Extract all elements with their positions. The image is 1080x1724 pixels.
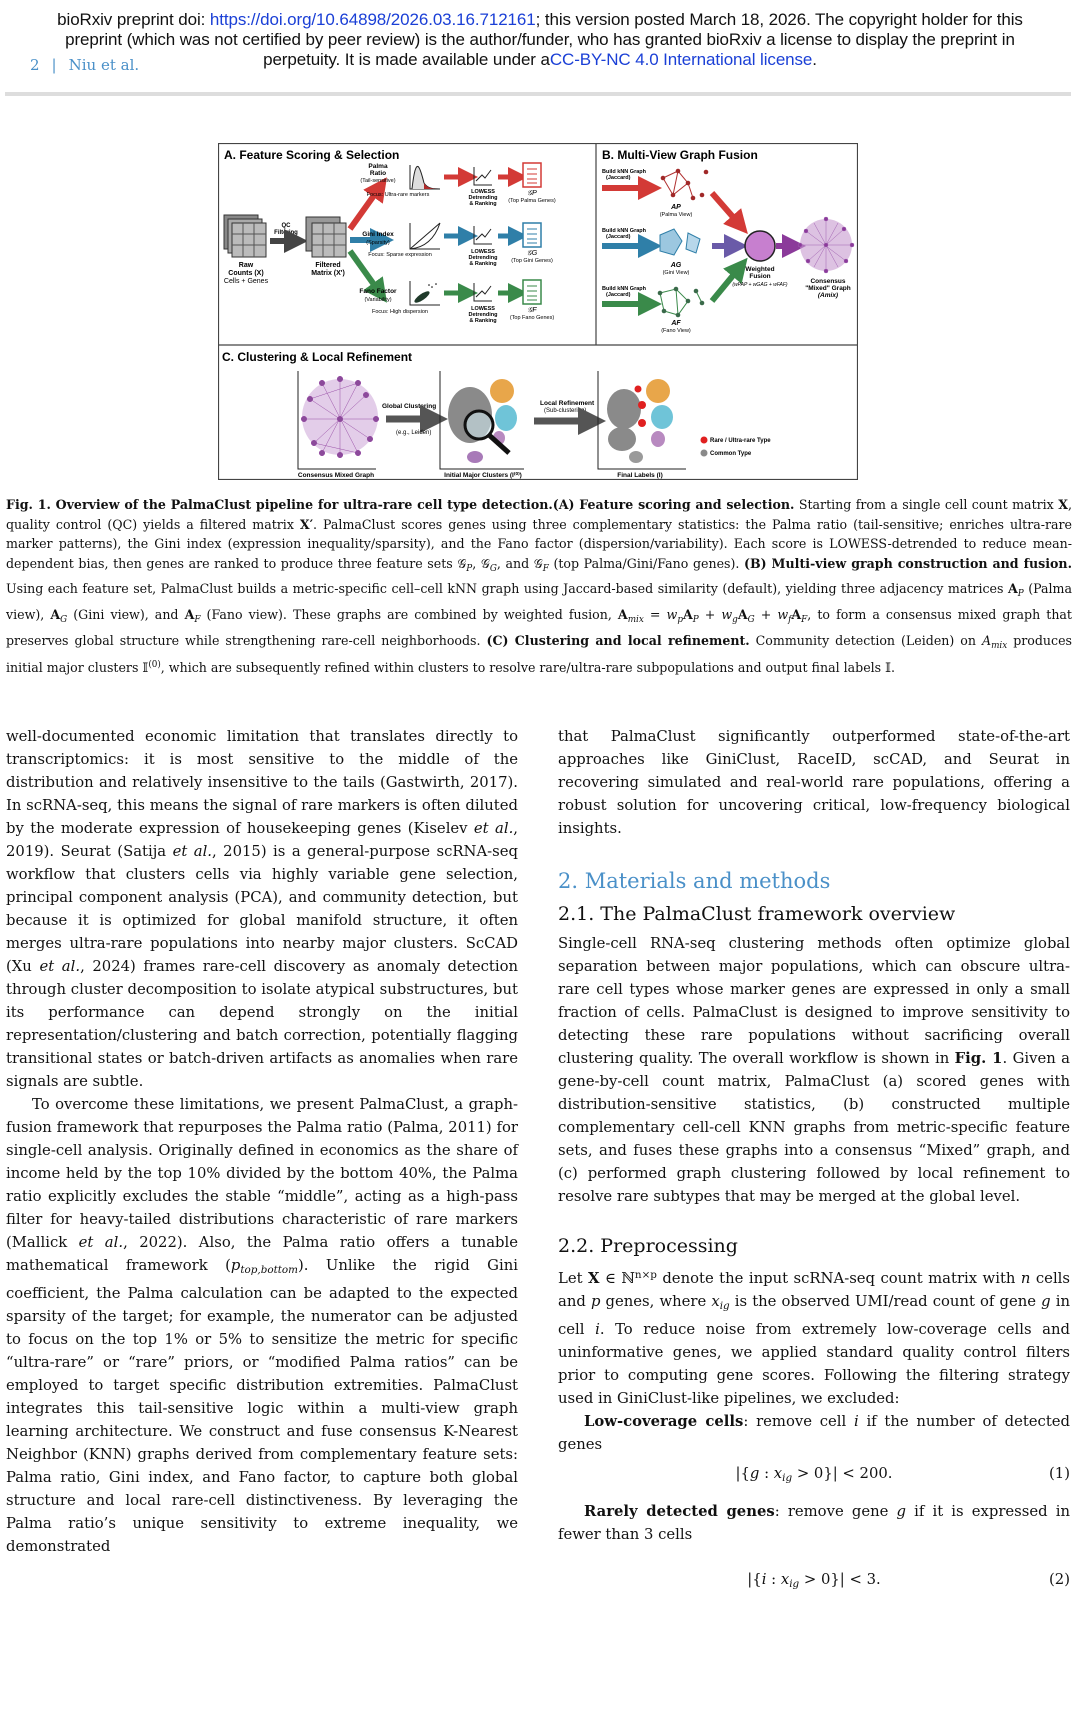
text-run: A: [184, 606, 195, 622]
text-run: g: [732, 614, 738, 625]
running-head: [30, 56, 139, 74]
equation-number: (2): [1049, 1571, 1070, 1588]
text-run: , 2015) is a general-purpose scRNA-seq workflow that clusters cells via highly variable gene selection, principal component analysis (PCA), and community detection, but because it is optimized for global manifold structure, it often merges ultra-rare populations into nearby major clusters. ScCAD (Xu: [6, 843, 518, 975]
consensus-label: "Mixed" Graph: [805, 285, 851, 292]
header-text: bioRxiv preprint doi:: [57, 10, 210, 29]
consensus-mixed-label: Consensus Mixed Graph: [297, 472, 375, 479]
text-run: Community detection (Leiden) on: [749, 632, 982, 648]
filter-item-genes: [558, 1500, 1070, 1546]
text-run: To overcome these limitations, we present PalmaClust, a graph-fusion framework that repurposes the Palma ratio (Palma, 2011) for single-cell analysis. Originally defined in economics as the share of income held by the top 10% divided by the bottom 40%, the Palma ratio explicitly excludes the stable “middle”, acting as a high-pass filter for heavy-tailed distributions characteristic of rare markers (Mallick: [6, 1096, 518, 1251]
panel-a-title: A. Feature Scoring & Selection: [224, 148, 400, 162]
weighted-fusion-node: [745, 231, 775, 261]
text-run: if the number of detected genes: [558, 1413, 1070, 1453]
text-run: F: [194, 614, 201, 625]
text-run: ig: [789, 1578, 800, 1590]
text-run: > 0}| < 200.: [792, 1465, 893, 1482]
text-run: . To reduce noise from extremely low-coverage cells and uninformative genes, we applied standard quality control filters prior to computing gene scores. Following the filtering strategy used in GiniClust-like pipelines, we excluded:: [558, 1321, 1070, 1407]
global-clustering-label: Global Clustering: [382, 403, 437, 410]
text-run: +: [698, 606, 722, 622]
text-run: (Fano view). These graphs are combined by weighted fusion,: [200, 606, 618, 622]
fusion-label: Fusion: [749, 273, 771, 280]
build-knn-label: Build kNN Graph: [602, 169, 647, 175]
text-run: (0): [148, 660, 161, 671]
text-run: top,bottom: [240, 1264, 298, 1276]
lowess-label: & Ranking: [469, 201, 497, 207]
text-run: Using each feature set, PalmaClust builds a metric-specific cell–cell kNN graph using Jaccard-based similarity (default), yielding three adjacency matrices: [6, 581, 1008, 597]
text-run: Fig. 1. Overview of the PalmaClust pipeline for ultra-rare cell type detection.(A) Feature scoring and selection.: [6, 497, 795, 512]
equation-2: [558, 1568, 1070, 1596]
text-run: ig: [719, 1300, 730, 1312]
text-run: : remove cell: [743, 1413, 854, 1430]
text-run: A: [737, 606, 748, 622]
right-column: [558, 725, 1070, 1606]
header-text: ; this version posted March 18, 2026. The copyright holder for this: [535, 10, 1023, 29]
text-run: n: [1020, 1270, 1031, 1287]
text-run: Single-cell RNA-seq clustering methods often optimize global separation between major populations, which can obscure ultra-rare cell types whose marker genes are expressed in only a small fraction of cells. PalmaClust is designed to improve sensitivity to detecting these rare populations without sacrificing overall clustering quality. The overall workflow is shown in: [558, 935, 1070, 1067]
set-label: (Top Fano Genes): [509, 315, 555, 321]
text-run: F: [542, 563, 549, 574]
text-run: (B) Multi-view graph construction and fusion.: [744, 555, 1072, 571]
qc-label: Filtering: [274, 230, 298, 236]
lowess-label: & Ranking: [469, 318, 497, 324]
panel-c-title: C. Clustering & Local Refinement: [222, 350, 413, 364]
text-run: |{: [735, 1465, 750, 1482]
text-run: Low-coverage cells: [584, 1413, 744, 1430]
text-run: ). Unlike the rigid Gini coefficient, the Palma calculation can be adapted to the expected sparsity of the target; for example, the numerator can be adjusted to focus on the top 1% or 5% to sensitize the metric for specific “ultra-rare” or “rare” priors, or “modified Palma ratios” can be employed to target specific distribution extremities. PalmaClust integrates this tail-sensitive logic within a multi-view graph learning architecture. We construct and fuse consensus K-Nearest Neighbor (KNN) graphs derived from complementary feature sets: Palma ratio, Gini index, and Fano factor, to capture both global structure and local rare-cell distinctiveness. By leveraging the Palma ratio’s unique sensitivity to extreme inequality, we demonstrated: [6, 1257, 518, 1555]
text-run: x: [773, 1465, 783, 1482]
text-run: et al.: [78, 1234, 124, 1251]
magnifier-icon: [465, 411, 493, 439]
text-run: produces initial major clusters 𝕀: [6, 632, 1072, 676]
legend-common: Common Type: [710, 451, 752, 457]
lowess-label: LOWESS: [471, 249, 495, 255]
text-run: Rarely detected genes: [584, 1503, 775, 1520]
text-run: w: [777, 606, 789, 622]
text-run: f: [788, 614, 792, 625]
text-run: g: [749, 1465, 760, 1482]
figure-caption: [6, 495, 1072, 678]
page-number: 2: [30, 56, 40, 74]
fusion-label: Weighted: [745, 266, 775, 273]
initial-clusters-label: Initial Major Clusters (I⁽⁰⁾): [444, 472, 522, 479]
build-knn-label: (Jaccard): [606, 234, 631, 240]
body-paragraph: [558, 1264, 1070, 1410]
text-run: A: [981, 632, 992, 648]
lowess-label: Detrending: [468, 312, 498, 318]
gini-focus: Focus: Sparse expression: [368, 252, 432, 258]
text-run: , 2019). Seurat (Satija: [6, 820, 518, 860]
legend-common-swatch: [701, 450, 708, 457]
fano-label: (Variability): [364, 297, 392, 303]
build-knn-label: (Jaccard): [606, 292, 631, 298]
text-run: w: [666, 606, 678, 622]
text-run: : remove gene: [774, 1503, 897, 1520]
text-run: mix: [627, 614, 644, 625]
text-run: ig: [782, 1472, 793, 1484]
text-run: in cell: [558, 1293, 1070, 1338]
equation-1: [558, 1462, 1070, 1490]
set-symbol: 𝒢G: [526, 250, 538, 257]
text-run: A: [50, 606, 61, 622]
subsection-heading: 2.1. The PalmaClust framework overview: [558, 903, 956, 925]
legend-rare: Rare / Ultra-rare Type: [710, 438, 771, 444]
text-run: , 𝒢: [472, 555, 490, 571]
panel-b-title: B. Multi-View Graph Fusion: [602, 148, 758, 162]
fano-focus: Focus: High dispersion: [372, 309, 428, 315]
build-knn-label: (Jaccard): [606, 175, 631, 181]
fusion-formula: (wPAP + wGAG + wFAF): [732, 282, 788, 288]
text-run: , 2022). Also, the Palma ratio offers a tunable mathematical framework (: [6, 1234, 518, 1274]
text-run: , to form a consensus mixed graph that preserves global structure while strengthening rare-cell neighborhoods.: [6, 606, 1072, 648]
equation-body: [736, 1465, 893, 1482]
body-paragraph: [6, 725, 518, 1093]
body-paragraph: [6, 1093, 518, 1558]
text-run: well-documented economic limitation that translates directly to transcriptomics: it is most sensitive to the middle of the distribution and relatively insensitive to the tails (Gastwirth, 2017). In scRNA-seq, this means the signal of rare markers is often diluted by the moderate expression of housekeeping genes (Kiselev: [6, 728, 518, 837]
text-run: et al.: [473, 820, 514, 837]
text-run: w: [721, 606, 733, 622]
license-link[interactable]: CC-BY-NC 4.0 International license: [549, 50, 813, 69]
subsection-heading: 2.2. Preprocessing: [558, 1235, 738, 1257]
qc-label: QC: [281, 223, 291, 229]
text-run: , 2024) frames rare-cell discovery as anomaly detection through cluster decomposition to isolate atypical substructures, but its performance can depend strongly on the initial representation/clustering and batch correction, potentially flagging transitional states or batch-driven artifacts as anomalies when rare signals are subtle.: [6, 958, 519, 1090]
text-run: that PalmaClust significantly outperformed state-of-the-art approaches like GiniClust, RaceID, scCAD, and Seurat in recovering simulated and real-world rare populations, offering a robust solution for uncovering critical, low-frequency biological insights.: [558, 728, 1070, 837]
text-run: if it is expressed in fewer than 3 cells: [558, 1503, 1070, 1543]
view-symbol: AG: [670, 262, 682, 269]
header-text: perpetuity. It is made available under a: [263, 50, 550, 69]
text-run: . Given a gene-by-cell count matrix, PalmaClust (a) scored genes with distribution-sensitive statistics, (b) constructed multiple complementary cell-cell KNN graphs from metric-specific feature sets, and fuses these graphs into a consensus “Mixed” graph, and (c) performed graph clustering followed by local refinement to resolve rare subtypes that may be merged at the global level.: [558, 1050, 1070, 1205]
text-run: p: [230, 1257, 241, 1274]
final-labels-label: Final Labels (I): [617, 472, 663, 479]
doi-link[interactable]: https://doi.org/10.64898/2026.03.16.712161: [209, 10, 536, 29]
text-run: Let: [558, 1270, 588, 1287]
filtered-label: Matrix (X'): [311, 270, 345, 277]
set-symbol: 𝒢P: [527, 190, 537, 197]
text-run: A: [617, 606, 628, 622]
fano-label: Fano Factor: [359, 288, 397, 295]
text-run: A: [1007, 581, 1018, 597]
palma-label: Palma: [368, 163, 388, 170]
text-run: p: [677, 614, 683, 625]
text-run: Starting from a single cell count matrix: [794, 497, 1059, 512]
text-run: cells and: [558, 1270, 1071, 1310]
text-run: (C) Clustering and local refinement.: [486, 632, 750, 648]
set-label: (Top Palma Genes): [508, 198, 556, 204]
raw-counts-matrix-icon: [224, 215, 266, 257]
text-run: (Gini view), and: [67, 606, 185, 622]
gini-label: (Sparsity): [366, 240, 390, 246]
filtered-matrix-icon: [306, 217, 346, 257]
text-run: G: [747, 614, 755, 625]
text-run: mix: [991, 640, 1008, 651]
view-label: (Palma View): [659, 212, 693, 218]
filter-item-cells: [558, 1410, 1070, 1456]
palma-focus: Focus: Ultra-rare markers: [366, 192, 430, 198]
text-run: i: [853, 1413, 859, 1430]
lowess-label: Detrending: [468, 255, 498, 261]
text-run: X: [588, 1270, 600, 1287]
text-run: X′: [299, 516, 314, 532]
text-run: P: [466, 563, 473, 574]
raw-label: Raw: [238, 262, 254, 269]
equation-number: (1): [1049, 1465, 1070, 1482]
text-run: ∈ ℕ: [599, 1270, 635, 1287]
text-run: (Palma view),: [6, 581, 1073, 622]
text-run: x: [711, 1293, 720, 1310]
text-run: g: [1041, 1293, 1051, 1310]
lowess-label: Detrending: [468, 195, 498, 201]
text-run: , which are subsequently refined within clusters to resolve rare/ultra-rare subpopulations and output final labels 𝕀.: [160, 660, 896, 676]
view-symbol: AF: [671, 320, 681, 327]
text-run: P: [692, 614, 699, 625]
build-knn-label: Build kNN Graph: [602, 286, 647, 292]
lowess-label: LOWESS: [471, 189, 495, 195]
text-run: p: [590, 1293, 601, 1310]
biorxiv-header: [0, 10, 1080, 70]
text-run: :: [766, 1571, 781, 1588]
palma-label: (Tail-sensitive): [360, 178, 396, 184]
text-run: G: [60, 614, 68, 625]
text-run: et al.: [39, 958, 81, 975]
lowess-label: LOWESS: [471, 306, 495, 312]
text-run: A: [791, 606, 802, 622]
text-run: > 0}| < 3.: [799, 1571, 881, 1588]
text-run: n×p: [634, 1269, 657, 1281]
consensus-label: (Amix): [817, 292, 839, 299]
consensus-label: Consensus: [810, 278, 846, 285]
text-run: et al.: [172, 843, 213, 860]
set-symbol: 𝒢F: [527, 307, 537, 314]
palma-label: Ratio: [369, 170, 387, 177]
text-run: , quality control (QC) yields a filtered matrix: [6, 497, 1072, 532]
text-run: is the observed UMI/read count of gene: [729, 1293, 1042, 1310]
text-run: :: [759, 1465, 774, 1482]
raw-label: Cells + Genes: [223, 278, 269, 285]
text-run: denote the input scRNA-seq count matrix with: [656, 1270, 1021, 1287]
header-text: preprint (which was not certified by peer review) is the author/funder, who has granted bioRxiv a license to display the preprint in: [65, 30, 1015, 49]
text-run: i: [761, 1571, 767, 1588]
filtered-label: Filtered: [315, 262, 341, 269]
header-text: .: [812, 50, 817, 69]
legend-rare-swatch: [701, 437, 708, 444]
view-label: (Fano View): [661, 328, 691, 334]
view-symbol: AP: [671, 204, 681, 211]
header-rule: [5, 92, 1071, 96]
raw-label: Counts (X): [228, 270, 264, 277]
text-run: G: [489, 563, 497, 574]
text-run: X: [1058, 497, 1068, 512]
left-column: [6, 725, 518, 1558]
text-run: i: [595, 1321, 600, 1338]
section-heading: 2. Materials and methods: [558, 869, 831, 893]
set-label: (Top Gini Genes): [511, 258, 553, 264]
text-run: |{: [747, 1571, 762, 1588]
build-knn-label: Build kNN Graph: [602, 228, 647, 234]
text-run: P: [1017, 589, 1024, 600]
equation-body: [747, 1571, 880, 1588]
view-label: (Gini View): [662, 270, 690, 276]
text-run: (top Palma/Gini/Fano genes).: [548, 555, 745, 571]
text-run: =: [643, 606, 667, 622]
text-run: . PalmaClust scores genes using three complementary statistics: the Palma ratio (tail-sensitive; enriches ultra-rare marker patterns), the Gini index (expression inequality/sparsity), and the Fano factor (dispersion/variability). Each score is LOWESS-detrended to reduce mean-dependent bias, then genes are ranked to produce three feature sets 𝒢: [6, 516, 1072, 571]
text-run: A: [682, 606, 693, 622]
text-run: x: [780, 1571, 790, 1588]
lowess-label: & Ranking: [469, 261, 497, 267]
text-run: +: [754, 606, 778, 622]
body-paragraph: [558, 725, 1070, 840]
local-refinement-label: (Sub-clustering): [544, 408, 587, 414]
authors: Niu et al.: [68, 56, 140, 74]
text-run: F: [801, 614, 808, 625]
text-run: , and 𝒢: [496, 555, 543, 571]
text-run: Fig. 1: [954, 1050, 1003, 1067]
figure-1-pipeline: [218, 143, 858, 480]
global-clustering-label: (e.g., Leiden): [396, 430, 432, 436]
text-run: genes, where: [600, 1293, 712, 1310]
text-run: g: [896, 1503, 906, 1520]
local-refinement-label: Local Refinement: [540, 400, 595, 407]
gini-label: Gini Index: [362, 231, 394, 238]
body-paragraph: [558, 932, 1070, 1208]
separator: |: [51, 56, 57, 74]
